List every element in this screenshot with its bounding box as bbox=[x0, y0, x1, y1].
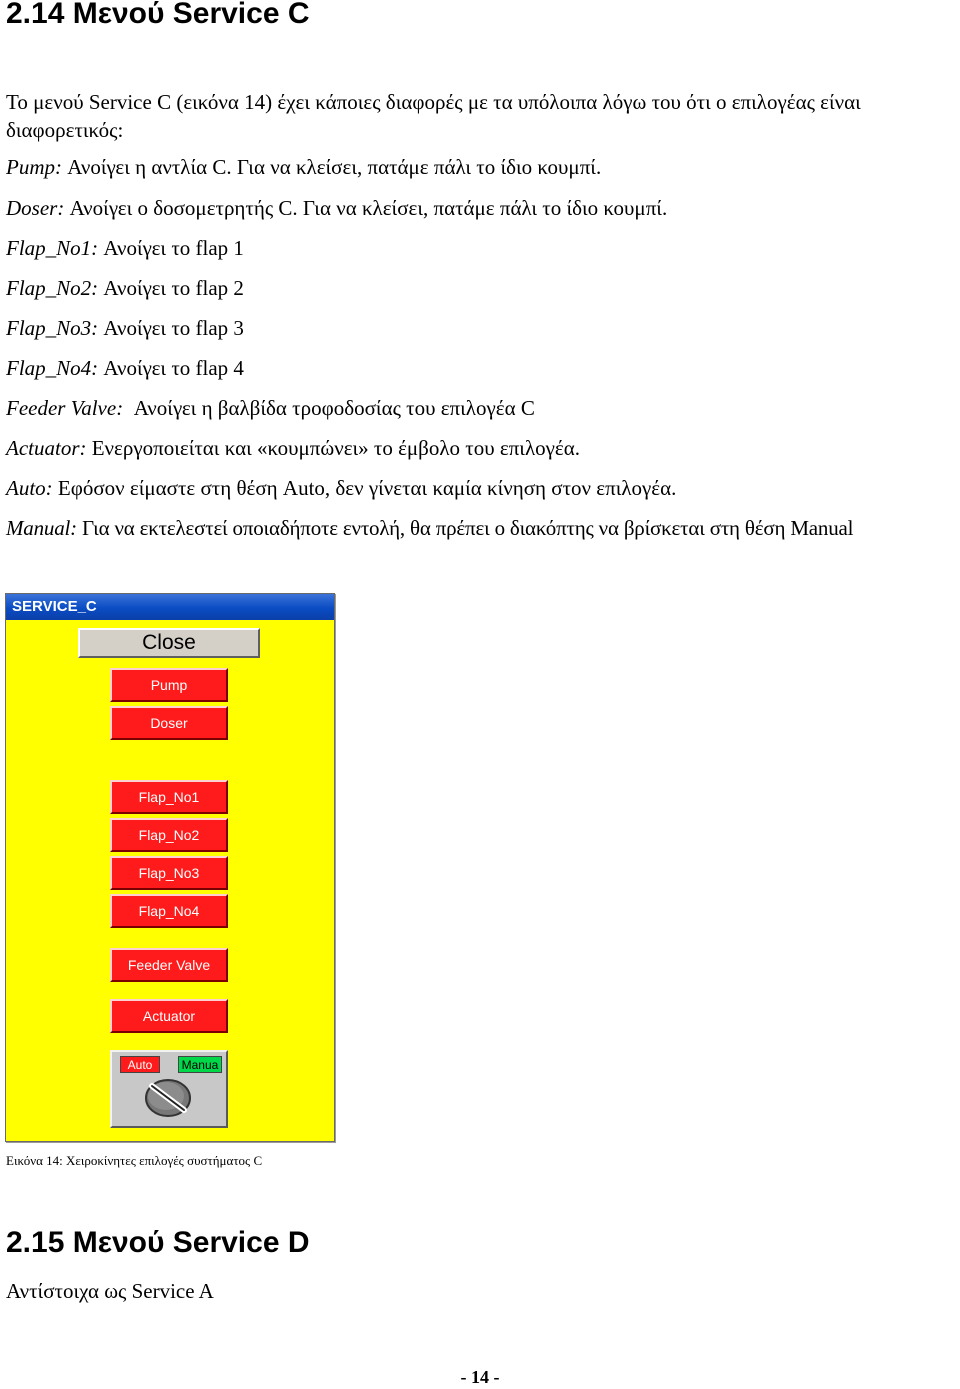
item-text: Ανοίγει το flap 3 bbox=[98, 316, 244, 340]
item-text: Ανοίγει το flap 1 bbox=[98, 236, 244, 260]
item-pump bbox=[6, 153, 956, 181]
item-text: Ανοίγει η βαλβίδα τροφοδοσίας του επιλογέα C bbox=[123, 396, 535, 420]
close-button[interactable]: Close bbox=[78, 628, 260, 658]
auto-manual-selector[interactable] bbox=[110, 1050, 228, 1128]
section-heading-d: 2.15 Μενού Service D bbox=[6, 1226, 310, 1259]
section-heading: 2.14 Μενού Service C bbox=[6, 0, 310, 30]
item-manual bbox=[6, 514, 956, 542]
doser-button[interactable]: Doser bbox=[110, 706, 228, 740]
item-text: Ανοίγει το flap 4 bbox=[98, 356, 244, 380]
item-text: Για να εκτελεστεί οποιαδήποτε εντολή, θα πρέπει ο διακόπτης να βρίσκεται στη θέση Manual bbox=[76, 516, 854, 540]
item-term: Flap_No1: bbox=[6, 236, 99, 260]
item-flap-no3 bbox=[6, 314, 956, 342]
service-c-window bbox=[5, 593, 335, 1142]
manual-indicator: Manua bbox=[178, 1056, 222, 1073]
flap-no1-button[interactable]: Flap_No1 bbox=[110, 780, 228, 814]
item-term: Flap_No4: bbox=[6, 356, 99, 380]
item-flap-no4 bbox=[6, 354, 956, 382]
item-feeder-valve bbox=[6, 394, 956, 422]
item-text: Ενεργοποιείται και «κουμπώνει» το έμβολο του επιλογέα. bbox=[86, 436, 580, 460]
flap-no4-button[interactable]: Flap_No4 bbox=[110, 894, 228, 928]
flap-no3-button[interactable]: Flap_No3 bbox=[110, 856, 228, 890]
item-term: Actuator: bbox=[6, 436, 87, 460]
rotary-switch-icon[interactable] bbox=[144, 1078, 192, 1118]
window-title: SERVICE_C bbox=[6, 594, 334, 620]
item-flap-no2 bbox=[6, 274, 956, 302]
item-term: Manual: bbox=[6, 516, 77, 540]
item-term: Feeder Valve: bbox=[6, 396, 124, 420]
intro-paragraph: Το μενού Service C (εικόνα 14) έχει κάποιες διαφορές με τα υπόλοιπα λόγω του ότι ο επιλογέας είναι διαφορετικός: bbox=[6, 90, 861, 142]
figure-caption: Εικόνα 14: Χειροκίνητες επιλογές συστήματος C bbox=[6, 1153, 263, 1168]
item-text: Ανοίγει η αντλία C. Για να κλείσει, πατάμε πάλι το ίδιο κουμπί. bbox=[62, 155, 602, 179]
item-text: Εφόσον είμαστε στη θέση Auto, δεν γίνεται καμία κίνηση στον επιλογέα. bbox=[52, 476, 677, 500]
actuator-button[interactable]: Actuator bbox=[110, 999, 228, 1033]
item-text: Ανοίγει ο δοσομετρητής C. Για να κλείσει, πατάμε πάλι το ίδιο κουμπί. bbox=[64, 196, 668, 220]
flap-no2-button[interactable]: Flap_No2 bbox=[110, 818, 228, 852]
item-term: Flap_No2: bbox=[6, 276, 99, 300]
section-d-text: Αντίστοιχα ως Service A bbox=[6, 1279, 214, 1303]
item-actuator bbox=[6, 434, 956, 462]
page-number: - 14 - bbox=[460, 1367, 500, 1387]
item-text: Ανοίγει το flap 2 bbox=[98, 276, 244, 300]
item-auto bbox=[6, 474, 956, 502]
item-term: Flap_No3: bbox=[6, 316, 99, 340]
pump-button[interactable]: Pump bbox=[110, 668, 228, 702]
item-term: Auto: bbox=[6, 476, 53, 500]
feeder-valve-button[interactable]: Feeder Valve bbox=[110, 948, 228, 982]
item-term: Doser: bbox=[6, 196, 65, 220]
item-flap-no1 bbox=[6, 234, 956, 262]
item-term: Pump: bbox=[6, 155, 62, 179]
auto-indicator: Auto bbox=[120, 1056, 160, 1073]
item-doser bbox=[6, 194, 956, 222]
